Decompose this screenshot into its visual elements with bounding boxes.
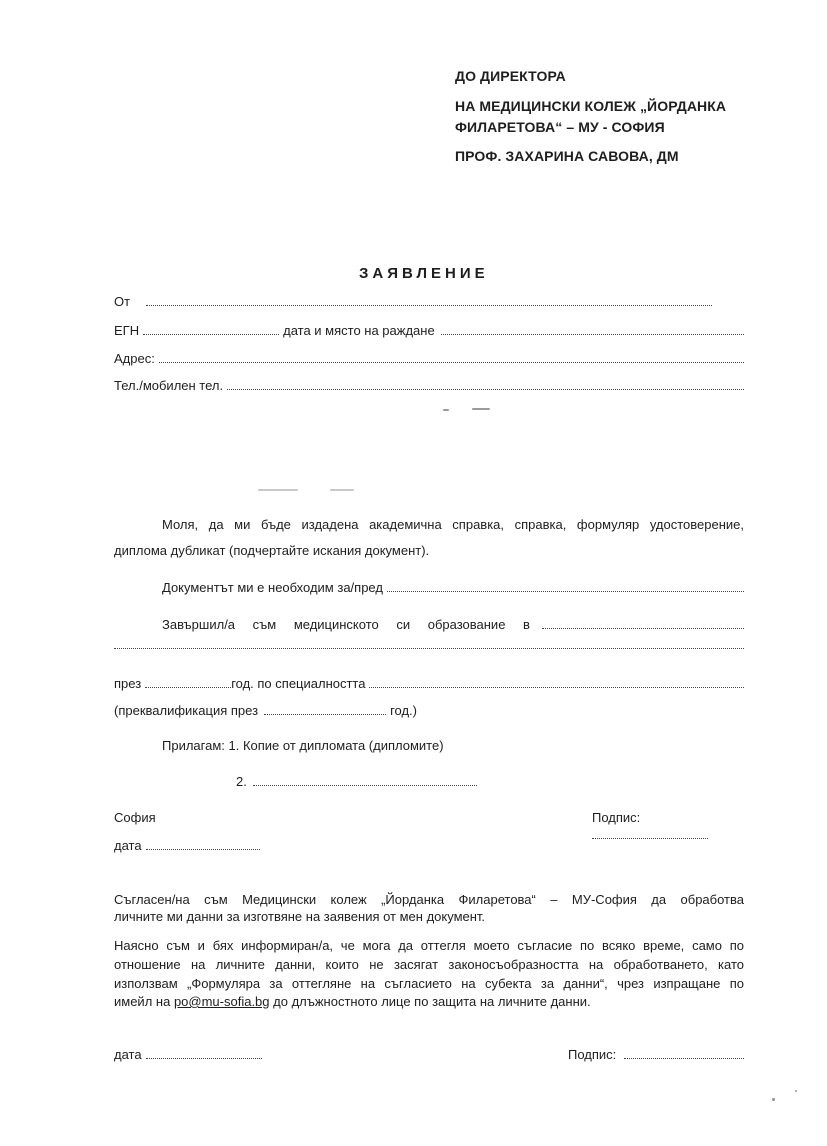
footer-signature-label: Подпис: (568, 1047, 617, 1062)
footer-signature-field[interactable] (568, 1047, 744, 1062)
purpose-dotted-line (387, 591, 744, 592)
address-field[interactable] (114, 351, 744, 366)
requal-prefix: (преквалификация през (114, 703, 259, 718)
purpose-field[interactable] (162, 580, 744, 595)
footer-date-label: дата (114, 1047, 142, 1062)
year-dotted-line (145, 687, 231, 688)
purpose-label: Документът ми е необходим за/пред (162, 580, 383, 595)
phone-dotted-line (227, 389, 744, 390)
consent-p2-line-1: Наясно съм и бях информиран/а, че мога да оттегля моето съгласие по всяко време, само по (114, 938, 744, 953)
education-continuation-field[interactable] (114, 648, 744, 652)
signature-label: Подпис: (592, 810, 641, 825)
consent-email-suffix: до длъжностното лице по защита на личните данни. (273, 994, 591, 1009)
year-suffix: год. по специалността (231, 676, 366, 691)
scan-speck (772, 1098, 775, 1101)
addressee-line-2: НА МЕДИЦИНСКИ КОЛЕЖ „ЙОРДАНКА (455, 98, 727, 114)
education-dotted-line (542, 628, 744, 629)
request-line-1: Моля, да ми бъде издадена академична справка, справка, формуляр удостоверение, (162, 517, 744, 532)
date-field[interactable] (114, 838, 260, 853)
consent-p2-line-2: отношение на личните данни, които не засягат законосъобразността на обработването, като (114, 957, 744, 972)
consent-p1-line-1: Съгласен/на съм Медицински колеж „Йорданка Филаретова“ – МУ-София да обработва (114, 892, 744, 907)
attachment-2-dotted-line (253, 785, 477, 786)
addressee-line-3: ФИЛАРЕТОВА“ – МУ - СОФИЯ (455, 119, 665, 135)
attachment-2-field[interactable] (236, 774, 477, 789)
addressee-line-1: ДО ДИРЕКТОРА (455, 68, 566, 84)
consent-p1-line-2: личните ми данни за изготвяне на заявения от мен документ. (114, 909, 486, 924)
request-line-2: диплома дубликат (подчертайте искания документ). (114, 543, 430, 558)
egn-birth-field[interactable] (114, 323, 744, 338)
signature-dotted-line (592, 838, 708, 839)
consent-p2-line-4 (114, 994, 591, 1009)
email-link[interactable]: po@mu-sofia.bg (173, 994, 270, 1009)
addressee-line-4: ПРОФ. ЗАХАРИНА САВОВА, ДМ (455, 148, 679, 164)
footer-date-dotted-line (146, 1058, 262, 1059)
from-dotted-line (146, 305, 712, 306)
attachment-2-number: 2. (236, 774, 247, 789)
document-title: ЗАЯВЛЕНИЕ (359, 265, 489, 282)
egn-dotted-line (143, 334, 279, 335)
signature-field[interactable] (592, 838, 708, 842)
phone-field[interactable] (114, 378, 744, 393)
attachments-label: Прилагам: 1. Копие от дипломата (дипломите) (162, 738, 444, 753)
requal-suffix: год.) (390, 703, 417, 718)
scan-speck (330, 489, 354, 491)
from-label: От (114, 294, 131, 309)
requal-dotted-line (264, 714, 386, 715)
specialty-dotted-line (369, 687, 744, 688)
scan-speck (472, 408, 490, 410)
scan-speck (443, 409, 449, 411)
footer-date-field[interactable] (114, 1047, 262, 1062)
consent-p2-line-3: използвам „Формуляра за оттегляне на съгласието на субекта за данни“, чрез изпращане по (114, 976, 744, 991)
phone-label: Тел./мобилен тел. (114, 378, 224, 393)
scan-speck (795, 1090, 797, 1092)
consent-email-prefix: имейл на (114, 994, 171, 1009)
education-field[interactable] (162, 617, 744, 632)
education-label: Завършил/а съм медицинското си образование в (162, 617, 530, 632)
year-label: през (114, 676, 142, 691)
egn-label: ЕГН (114, 323, 140, 338)
address-label: Адрес: (114, 351, 155, 366)
address-dotted-line (159, 362, 744, 363)
birth-dotted-line (441, 334, 744, 335)
scan-speck (258, 489, 298, 491)
education-continuation-dotted-line (114, 648, 744, 649)
requalification-field[interactable] (114, 703, 417, 718)
footer-signature-dotted-line (624, 1058, 744, 1059)
birth-label: дата и място на раждане (283, 323, 435, 338)
date-label: дата (114, 838, 142, 853)
city-label: София (114, 810, 156, 825)
year-specialty-field[interactable] (114, 676, 744, 691)
from-field[interactable] (114, 294, 712, 309)
date-dotted-line (146, 849, 260, 850)
